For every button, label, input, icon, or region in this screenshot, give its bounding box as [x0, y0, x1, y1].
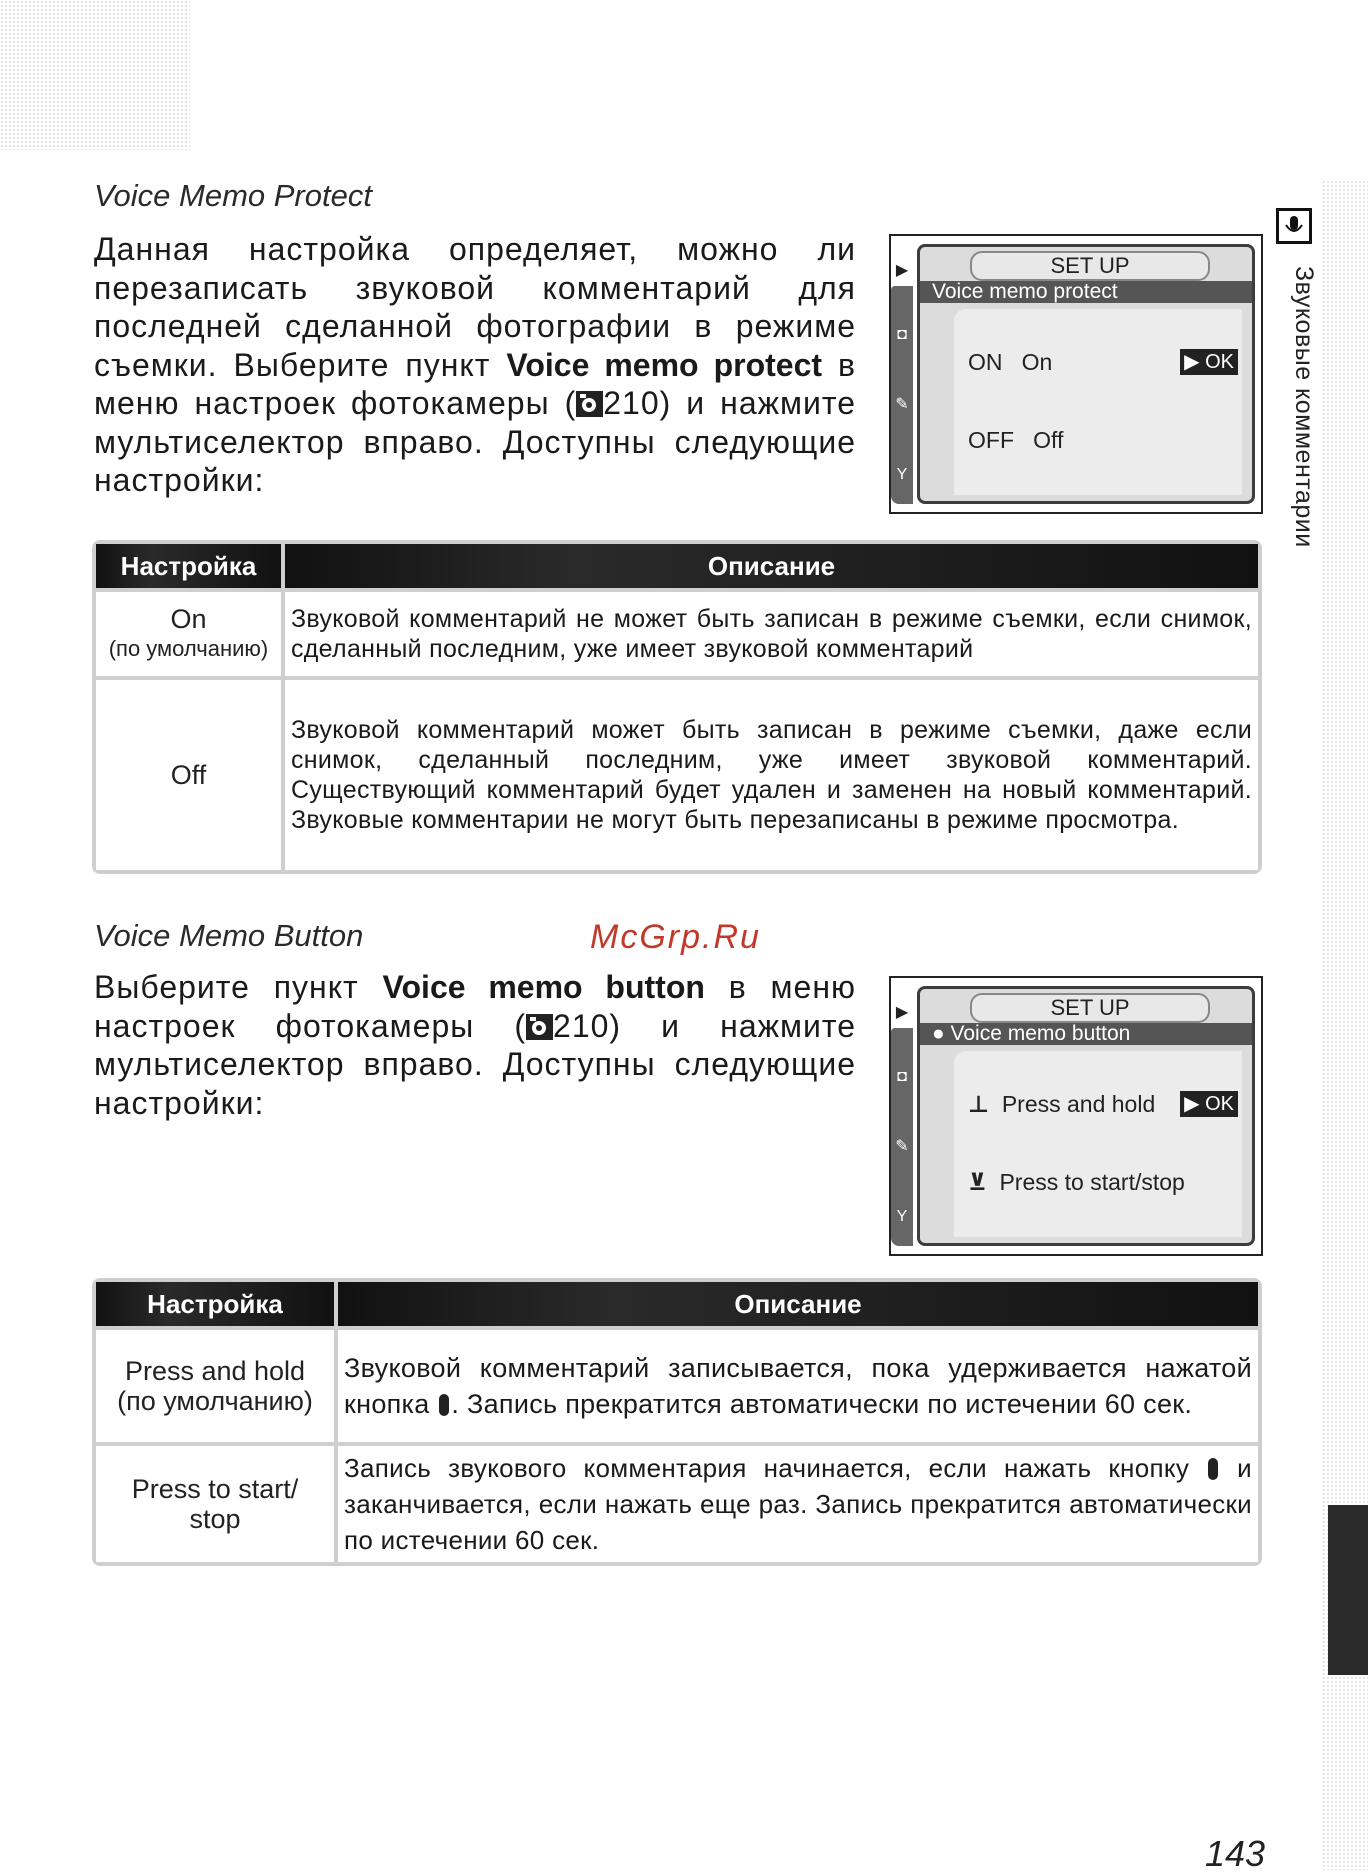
description-cell: Звуковой комментарий записывается, пока удерживается нажатой кнопка . Запись прекратится автоматически по истечении 60 сек. [338, 1330, 1258, 1442]
page-reference-icon [576, 387, 603, 413]
option-cell: Press to start/ stop [96, 1446, 334, 1562]
option-cell: Off [96, 680, 281, 870]
setup-menu-icon: Y [896, 1208, 908, 1225]
microphone-icon: ● [932, 1022, 945, 1045]
microphone-button-icon [439, 1394, 449, 1416]
menu-options [954, 1051, 1242, 1237]
ok-indicator: ▶ OK [1180, 1091, 1238, 1117]
menu-subtitle: ● Voice memo button [920, 1023, 1252, 1045]
menu-tab-strip [891, 262, 913, 504]
playback-menu-icon: ▶ [895, 1004, 909, 1021]
microphone-button-icon [1208, 1458, 1218, 1480]
press-hold-icon: ⊥ [968, 1091, 990, 1117]
custom-menu-icon: ✎ [895, 396, 909, 413]
playback-menu-icon: ▶ [895, 262, 909, 279]
page-reference-icon [526, 1010, 553, 1036]
description-cell: Звуковой комментарий может быть записан в режиме съемки, даже если снимок, сделанный последним, уже имеет звуковой комментарий. Существующий комментарий будет удален и заменен на новый комментарий. Звуковые комментарии не могут быть перезаписаны в режиме просмотра. [285, 680, 1258, 870]
settings-table-button [92, 1278, 1262, 1566]
chapter-marker [1328, 1505, 1368, 1675]
intro-paragraph-button: Выберите пункт Voice memo button в меню настроек фотокамеры ( 210) и нажмите мультиселектор вправо. Доступны следующие настройки: [94, 969, 857, 1121]
table-row [96, 680, 1258, 870]
description-cell: Звуковой комментарий не может быть записан в режиме съемки, если снимок, сделанный последним, уже имеет звуковой комментарий [285, 592, 1258, 676]
section-title-voice-memo-protect: Voice Memo Protect [94, 178, 372, 213]
chapter-label: Звуковые комментарии [1290, 266, 1318, 548]
menu-header: SET UP [970, 993, 1210, 1023]
voice-memo-icon [1276, 208, 1312, 244]
setup-menu-icon: Y [896, 466, 908, 483]
menu-option-on[interactable]: ON On ▶ OK [968, 349, 1238, 376]
menu-header: SET UP [970, 251, 1210, 281]
camera-screen-button [889, 976, 1263, 1256]
shooting-menu-icon: ◘ [897, 326, 907, 343]
menu-option-press-and-hold[interactable]: ⊥ Press and hold ▶ OK [968, 1091, 1238, 1118]
scan-noise-top-left [0, 0, 190, 150]
camera-lcd [917, 986, 1255, 1246]
side-chapter-tab [1272, 208, 1320, 548]
table-header-row [96, 544, 1258, 588]
custom-menu-icon: ✎ [895, 1138, 909, 1155]
table-row [96, 1446, 1258, 1562]
option-cell: Press and hold (по умолчанию) [96, 1330, 334, 1442]
table-header-row [96, 1282, 1258, 1326]
camera-screen-protect [889, 234, 1263, 514]
page-number: 143 [1205, 1833, 1266, 1874]
column-header-description: Описание [285, 544, 1258, 588]
watermark: McGrp.Ru [590, 918, 761, 956]
shooting-menu-icon: ◘ [897, 1068, 907, 1085]
menu-tab-strip [891, 1004, 913, 1246]
ok-indicator: ▶ OK [1180, 349, 1238, 375]
column-header-setting: Настройка [96, 544, 281, 588]
menu-subtitle: Voice memo protect [920, 281, 1252, 303]
section-title-voice-memo-button: Voice Memo Button [94, 918, 364, 953]
settings-table-protect [92, 540, 1262, 874]
menu-option-off[interactable]: OFF Off [968, 427, 1064, 453]
camera-lcd [917, 244, 1255, 504]
table-row [96, 592, 1258, 676]
press-toggle-icon: ⊻ [968, 1169, 987, 1195]
description-cell: Запись звукового комментария начинается, если нажать кнопку и заканчивается, если нажать еще раз. Запись прекратится автоматически по истечении 60 сек. [338, 1446, 1258, 1562]
option-cell: On (по умолчанию) [96, 592, 281, 676]
menu-option-press-to-start-stop[interactable]: ⊻ Press to start/stop [968, 1169, 1185, 1195]
column-header-setting: Настройка [96, 1282, 334, 1326]
column-header-description: Описание [338, 1282, 1258, 1326]
menu-options [954, 309, 1242, 495]
intro-paragraph-protect: Данная настройка определяет, можно ли перезаписать звуковой комментарий для последней сделанной фотографии в режиме съемки. Выберите пункт Voice memo protect в меню настроек фотокамеры ( 210) и нажмите мультиселектор вправо. Доступны следующие настройки: [94, 231, 857, 498]
table-row [96, 1330, 1258, 1442]
